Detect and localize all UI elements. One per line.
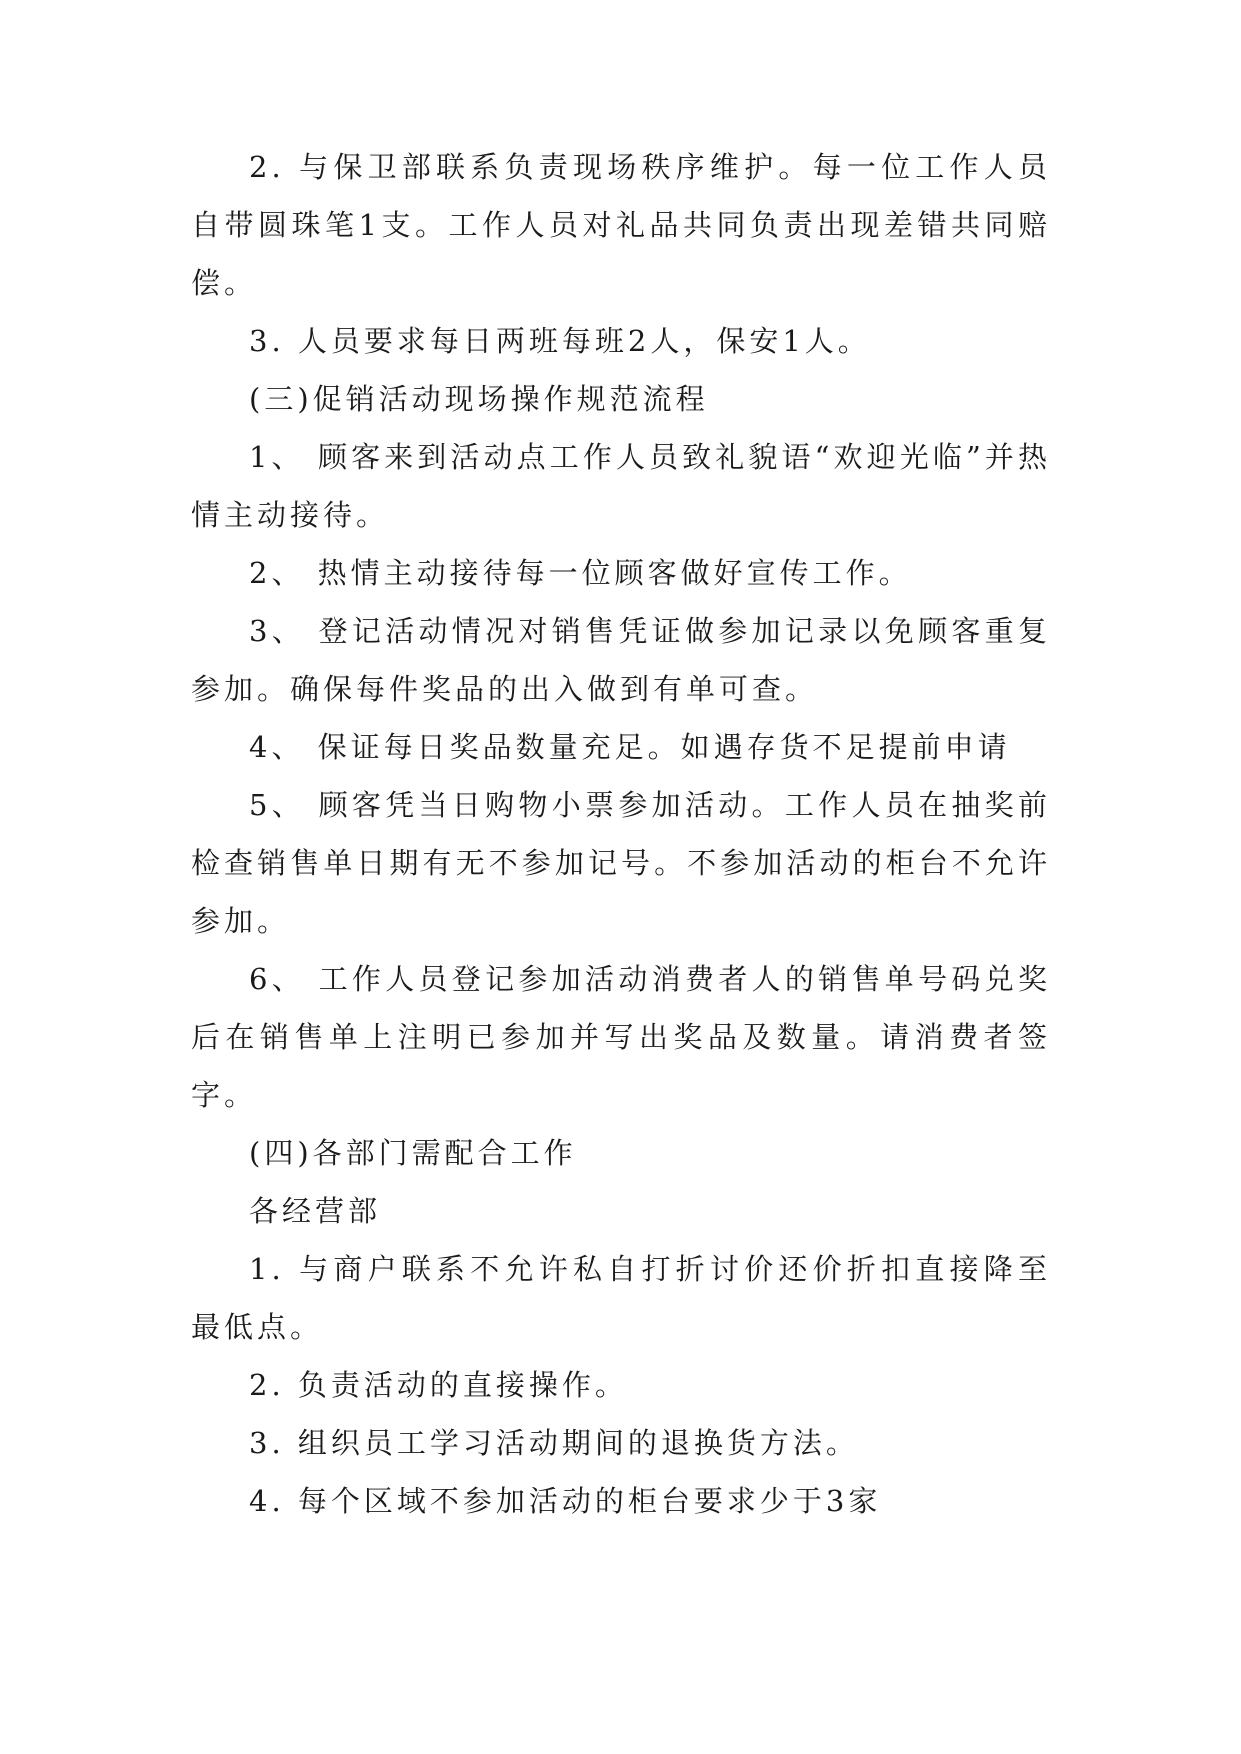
paragraph-procedure-1: 1、 顾客来到活动点工作人员致礼貌语“欢迎光临”并热情主动接待。 xyxy=(191,440,1051,532)
paragraph-procedure-5: 5、 顾客凭当日购物小票参加活动。工作人员在抽奖前检查销售单日期有无不参加记号。不参加活动的柜台不允许参加。 xyxy=(191,788,1051,938)
paragraph-staffing-requirement: 3. 人员要求每日两班每班2人，保安1人。 xyxy=(249,324,871,358)
paragraph-procedure-4: 4、 保证每日奖品数量充足。如遇存货不足提前申请 xyxy=(249,730,1011,764)
paragraph-department-task-1: 1. 与商户联系不允许私自打折讨价还价折扣直接降至最低点。 xyxy=(191,1252,1051,1344)
paragraph-department-task-3: 3. 组织员工学习活动期间的退换货方法。 xyxy=(249,1426,859,1460)
paragraph-procedure-2: 2、 热情主动接待每一位顾客做好宣传工作。 xyxy=(249,556,912,590)
document-body xyxy=(191,138,1051,1530)
paragraph-procedure-3: 3、 登记活动情况对销售凭证做参加记录以免顾客重复参加。确保每件奖品的出入做到有单可查。 xyxy=(191,614,1051,706)
paragraph-procedure-6: 6、 工作人员登记参加活动消费者人的销售单号码兑奖后在销售单上注明已参加并写出奖品及数量。请消费者签字。 xyxy=(191,962,1051,1112)
paragraph-security-coordination: 2. 与保卫部联系负责现场秩序维护。每一位工作人员自带圆珠笔1支。工作人员对礼品共同负责出现差错共同赔偿。 xyxy=(191,150,1051,300)
paragraph-department-task-4: 4. 每个区域不参加活动的柜台要求少于3家 xyxy=(249,1484,882,1518)
section-heading-department-cooperation: (四)各部门需配合工作 xyxy=(249,1136,577,1170)
subheading-business-departments: 各经营部 xyxy=(249,1194,382,1228)
paragraph-department-task-2: 2. 负责活动的直接操作。 xyxy=(249,1368,628,1402)
section-heading-onsite-procedure: (三)促销活动现场操作规范流程 xyxy=(249,382,709,416)
